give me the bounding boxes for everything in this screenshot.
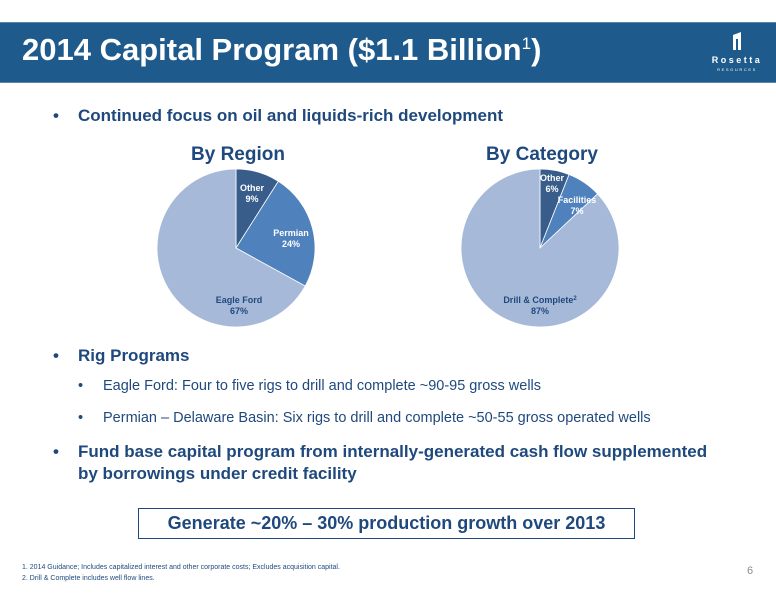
company-logo [704, 25, 770, 80]
title-footnote-marker: 1 [521, 34, 532, 53]
bullet-marker: • [78, 410, 84, 426]
slice-label-other: Other [239, 183, 265, 193]
slice-value-permian: 24% [281, 239, 301, 249]
footnotes [22, 562, 340, 584]
slice-value-drill-complete: 87% [530, 306, 550, 316]
bullet-marker: • [53, 106, 59, 125]
page-title: 2014 Capital Program ($1.1 Billion$^1$) [22, 32, 542, 67]
logo-mark-icon [732, 32, 742, 50]
sub-bullet-permian: • Permian – Delaware Basin: Six rigs to drill and complete ~50-55 gross operated wells [78, 410, 651, 426]
slice-value-other: 9% [245, 194, 259, 204]
bullet-funding: • Fund base capital program from internally-generated cash flow supplemented by borrowings under credit facility [53, 442, 708, 483]
page-number: 6 [747, 565, 754, 577]
bullet-marker: • [53, 442, 59, 461]
title-bar [0, 22, 776, 83]
slice-label-drill-complete: Drill & Complete$^2$ [503, 295, 577, 305]
slice-label-eagle-ford: Eagle Ford [215, 295, 263, 305]
slice-value-other: 6% [545, 184, 559, 194]
bullet-marker: • [78, 378, 84, 394]
footnote-2: 2. Drill & Complete includes well flow lines. [22, 575, 155, 582]
footnote-1: 1. 2014 Guidance; Includes capitalized interest and other corporate costs; Excludes acquisition capital. [22, 564, 340, 571]
logo-name: Rosetta [711, 55, 763, 65]
slice-value-eagle-ford: 67% [229, 306, 249, 316]
bullet-focus: • Continued focus on oil and liquids-rich development [53, 106, 504, 125]
logo-subtitle: RESOURCES [717, 67, 757, 72]
bullet-rig-programs: • Rig Programs [53, 346, 190, 365]
slice-label-other: Other [539, 173, 565, 183]
slice-label-facilities: Facilities [557, 195, 597, 205]
pie-chart-region [155, 167, 317, 329]
chart-title-category: By Category [486, 144, 598, 165]
bullet-marker: • [53, 346, 59, 365]
slice-value-facilities: 7% [570, 206, 584, 216]
pie-chart-category [459, 167, 621, 329]
growth-callout-box: Generate ~20% – 30% production growth over 2013 [138, 508, 635, 539]
slice-label-permian: Permian [273, 228, 309, 238]
sub-bullet-eagle-ford: • Eagle Ford: Four to five rigs to drill and complete ~90-95 gross wells [78, 378, 542, 394]
chart-title-region: By Region [191, 144, 285, 165]
